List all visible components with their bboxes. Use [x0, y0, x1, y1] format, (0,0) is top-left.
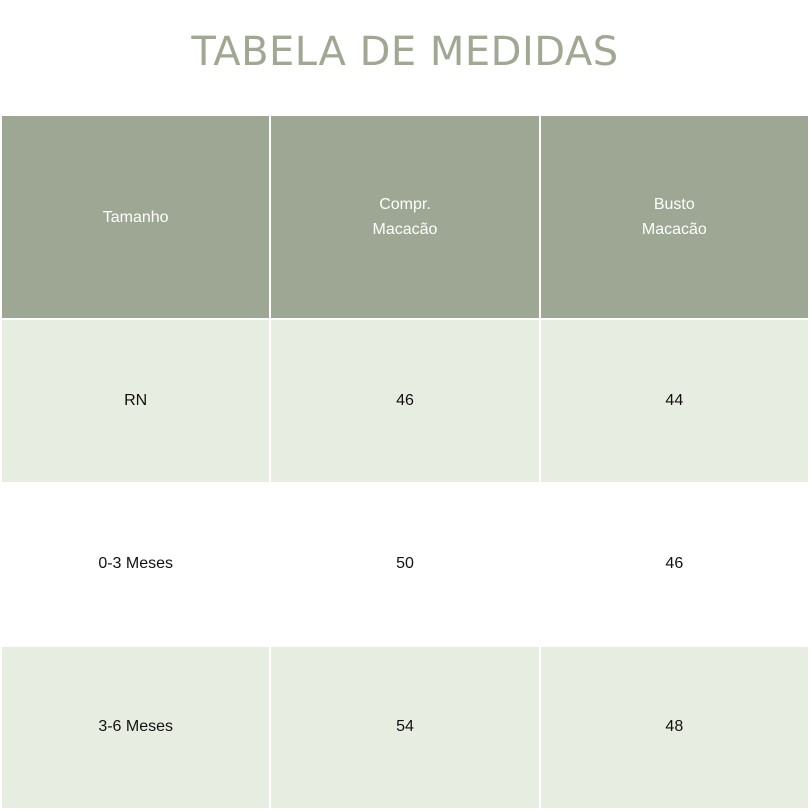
- table-row: [1, 319, 809, 482]
- cell-bust: 48: [540, 646, 809, 809]
- header-length: [270, 115, 539, 319]
- cell-length: 54: [270, 646, 539, 809]
- cell-size: 0-3 Meses: [1, 483, 270, 646]
- header-size: [1, 115, 270, 319]
- cell-length: 46: [270, 319, 539, 482]
- cell-bust: 46: [540, 483, 809, 646]
- cell-size: RN: [1, 319, 270, 482]
- table-header-row: [1, 115, 809, 319]
- page-title: TABELA DE MEDIDAS: [191, 29, 619, 75]
- table-row: [1, 483, 809, 646]
- header-length-line1: Compr.: [379, 196, 431, 214]
- header-length-line2: Macacão: [372, 221, 438, 239]
- cell-bust: 44: [540, 319, 809, 482]
- cell-size: 3-6 Meses: [1, 646, 270, 809]
- cell-length: 50: [270, 483, 539, 646]
- header-bust: [540, 115, 809, 319]
- size-table: [0, 114, 810, 810]
- header-size-label: Tamanho: [102, 208, 169, 226]
- header-bust-line2: Macacão: [641, 221, 707, 239]
- table-row: [1, 646, 809, 809]
- header-bust-line1: Busto: [653, 196, 695, 214]
